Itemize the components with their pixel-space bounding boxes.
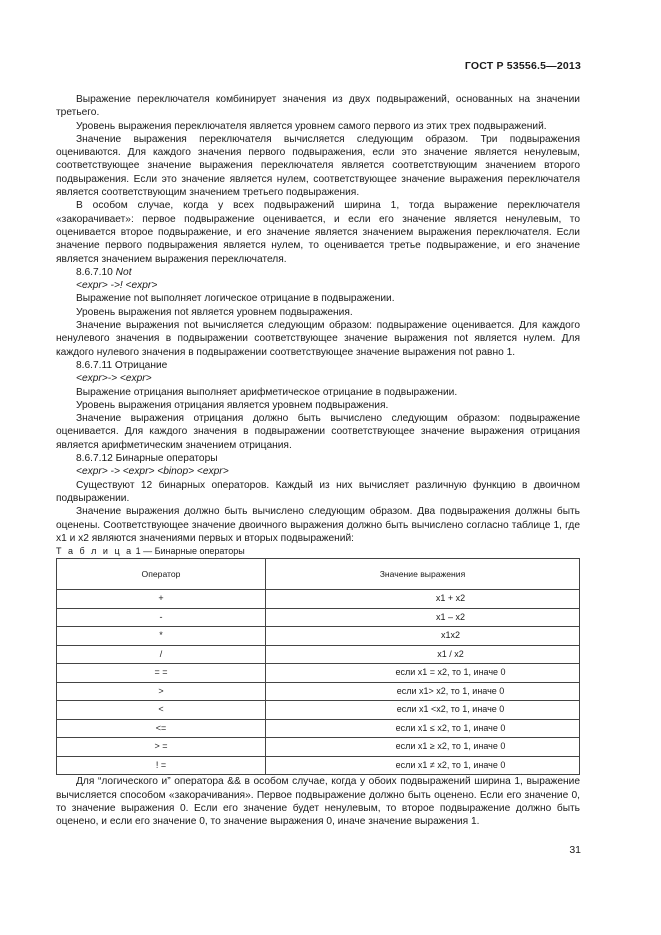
document-body [56,93,580,829]
paragraph: Выражение переключателя комбинирует значения из двух подвыражений, основанных на значении третьего. [56,94,580,119]
page-number: 31 [569,844,581,856]
syntax-line: <expr>-> <expr> [76,373,152,385]
value-cell: x1 – x2 [266,608,580,627]
paragraph: Значение выражения not вычисляется следующим образом: подвыражение оценивается. Для каждого ненулевого значения в подвыражении соответствующее значение выражения not является нулем. Для каждого нулевого значения в подвыражении соответствующее значение выражения not равно 1. [56,320,580,358]
heading-title: Not [115,266,132,278]
caption-text: 1 — Бинарные операторы [133,546,245,557]
table-row [57,682,580,701]
table-row [57,664,580,683]
value-cell: если x1 ≤ x2, то 1, иначе 0 [266,719,580,738]
paragraph: Уровень выражения not является уровнем подвыражения. [76,306,353,318]
table-caption [56,545,580,558]
operator-cell: <= [57,719,266,738]
operator-cell: > [57,682,266,701]
value-cell: x1 + x2 [266,590,580,609]
paragraph: Значение выражения отрицания должно быть вычислено следующим образом: подвыражение оценивается. Для каждого значения в подвыражении соответствующее значение выражения отрицания является арифметическим значением отрицания. [56,413,580,451]
standard-code: ГОСТ Р 53556.5—2013 [464,60,581,72]
table-row [57,627,580,646]
value-cell: если x1 ≠ x2, то 1, иначе 0 [266,756,580,775]
table-header-row [57,559,580,590]
paragraph: Для “логического и” оператора && в особом случае, когда у обоих подвыражений ширина 1, выражение вычисляется способом «закорачивания». Первое подвыражение должно быть оценено. Если его значение 0, то значение выражения 0. Если его значение будет ненулевым, то второе подвыражение должно быть оценено, и если его значение 0, то значение выражения 0, иначе значение выражения 1. [56,776,580,828]
paragraph: В особом случае, когда у всех подвыражений ширина 1, тогда выражение переключателя «закорачивает»: первое подвыражение оценивается, и если его значение является ненулевым, то оценивается второе подвыражение, и его значение является значением выражения переключателя. Если значение первого подвыражения является нулем, то оценивается третье подвыражение, и его значение является значением выражения переключателя. [56,200,580,265]
column-header-operator: Оператор [57,559,266,590]
value-cell: x1x2 [266,627,580,646]
table-row [57,701,580,720]
section-heading-negation: 8.6.7.11 Отрицание [76,359,168,371]
table-row [57,719,580,738]
operator-cell: - [57,608,266,627]
table-row [57,590,580,609]
paragraph: Существуют 12 бинарных операторов. Каждый из них вычисляет различную функцию в двоичном подвыражении. [56,479,580,504]
table-row [57,738,580,757]
value-cell: если x1> x2, то 1, иначе 0 [266,682,580,701]
table-row [57,608,580,627]
operator-cell: * [57,627,266,646]
value-cell: если x1 ≥ x2, то 1, иначе 0 [266,738,580,757]
caption-prefix: Т а б л и ц а [56,546,134,557]
heading-number: 8.6.7.10 [76,266,113,278]
value-cell: если x1 = x2, то 1, иначе 0 [266,664,580,683]
paragraph: Выражение not выполняет логическое отрицание в подвыражении. [76,293,395,305]
binary-operators-table [56,558,580,775]
operator-cell: + [57,590,266,609]
paragraph: Значение выражения должно быть вычислено следующим образом. Два подвыражения должны быть оценены. Соответствующее значение двоичного выражения должно быть вычислено согласно таблице 1, где x1 и x2 являются значениями первых и вторых подвыражений: [56,506,580,544]
paragraph: Уровень выражения переключателя является уровнем самого первого из этих трех подвыражений. [76,120,547,132]
value-cell: x1 / x2 [266,645,580,664]
table-row [57,756,580,775]
paragraph: Значение выражения переключателя вычисляется следующим образом. Три подвыражения оцениваются. Для каждого значения первого подвыражения, если это значение является ненулевым, соответствующее значение выражения переключателя является соответствующим значением второго подвыражения. Если это значение является нулем, соответствующее значение выражения переключателя является соответствующим значением третьего подвыражения. [56,133,580,199]
section-heading-not [56,266,580,279]
operator-cell: / [57,645,266,664]
value-cell: если x1 <x2, то 1, иначе 0 [266,701,580,720]
paragraph: Уровень выражения отрицания является уровнем подвыражения. [76,399,389,411]
paragraph: Выражение отрицания выполняет арифметическое отрицание в подвыражении. [76,386,458,398]
syntax-line: <expr> -> <expr> <binop> <expr> [76,466,229,478]
operator-cell: < [57,701,266,720]
syntax-line: <expr> ->! <expr> [76,280,158,292]
column-header-value: Значение выражения [266,559,580,590]
operator-cell: ! = [57,756,266,775]
table-row [57,645,580,664]
section-heading-binary: 8.6.7.12 Бинарные операторы [76,453,218,465]
operator-cell: = = [57,664,266,683]
operator-cell: > = [57,738,266,757]
